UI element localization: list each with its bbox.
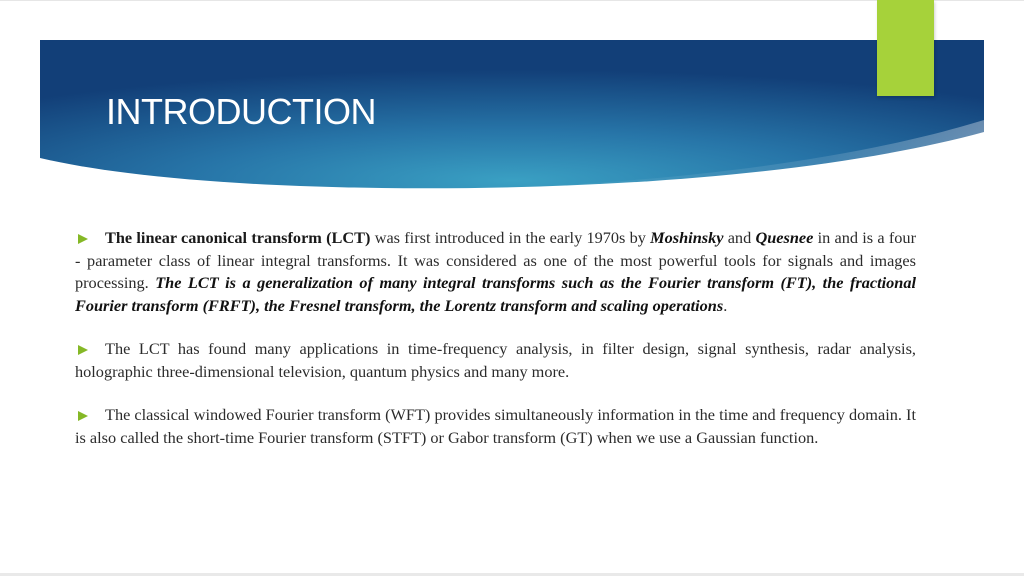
author-name: Moshinsky [650,228,724,247]
bullet-arrow-icon [78,234,88,244]
slide-content [75,227,916,470]
text-run: was first introduced in the early 1970s by [370,228,651,247]
bullet-text: The classical windowed Fourier transform (WFT) provides simultaneously information in the time and frequency domain. It is also called the short-time Fourier transform (STFT) or Gabor transform (GT) when we use a Gaussian function. [75,405,916,447]
emphasis-text: The LCT is a generalization of many integral transforms such as the Fourier transform (FT), the fractional Fourier transform (FRFT), the Fresnel transform, the Lorentz transform and scaling operations [75,273,916,315]
bullet-paragraph-3 [75,404,916,449]
lct-term: The linear canonical transform (LCT) [105,228,371,247]
text-run: and [723,228,756,247]
text-run: . [723,295,728,315]
bullet-arrow-icon [78,345,88,355]
bullet-text: The LCT has found many applications in time-frequency analysis, in filter design, signal synthesis, radar analysis, holographic three-dimensional television, quantum physics and many more. [75,339,916,381]
accent-tab [877,0,934,96]
bullet-arrow-icon [78,411,88,421]
bullet-paragraph-2 [75,338,916,383]
top-divider [0,0,1024,1]
bullet-paragraph-1 [75,227,916,317]
author-name: Quesnee [755,228,814,247]
slide-title: INTRODUCTION [106,91,376,132]
text-run: in and is a four - parameter class of linear integral transforms. It was considered as one of the most powerful tools for signals and images processing. [75,228,916,292]
